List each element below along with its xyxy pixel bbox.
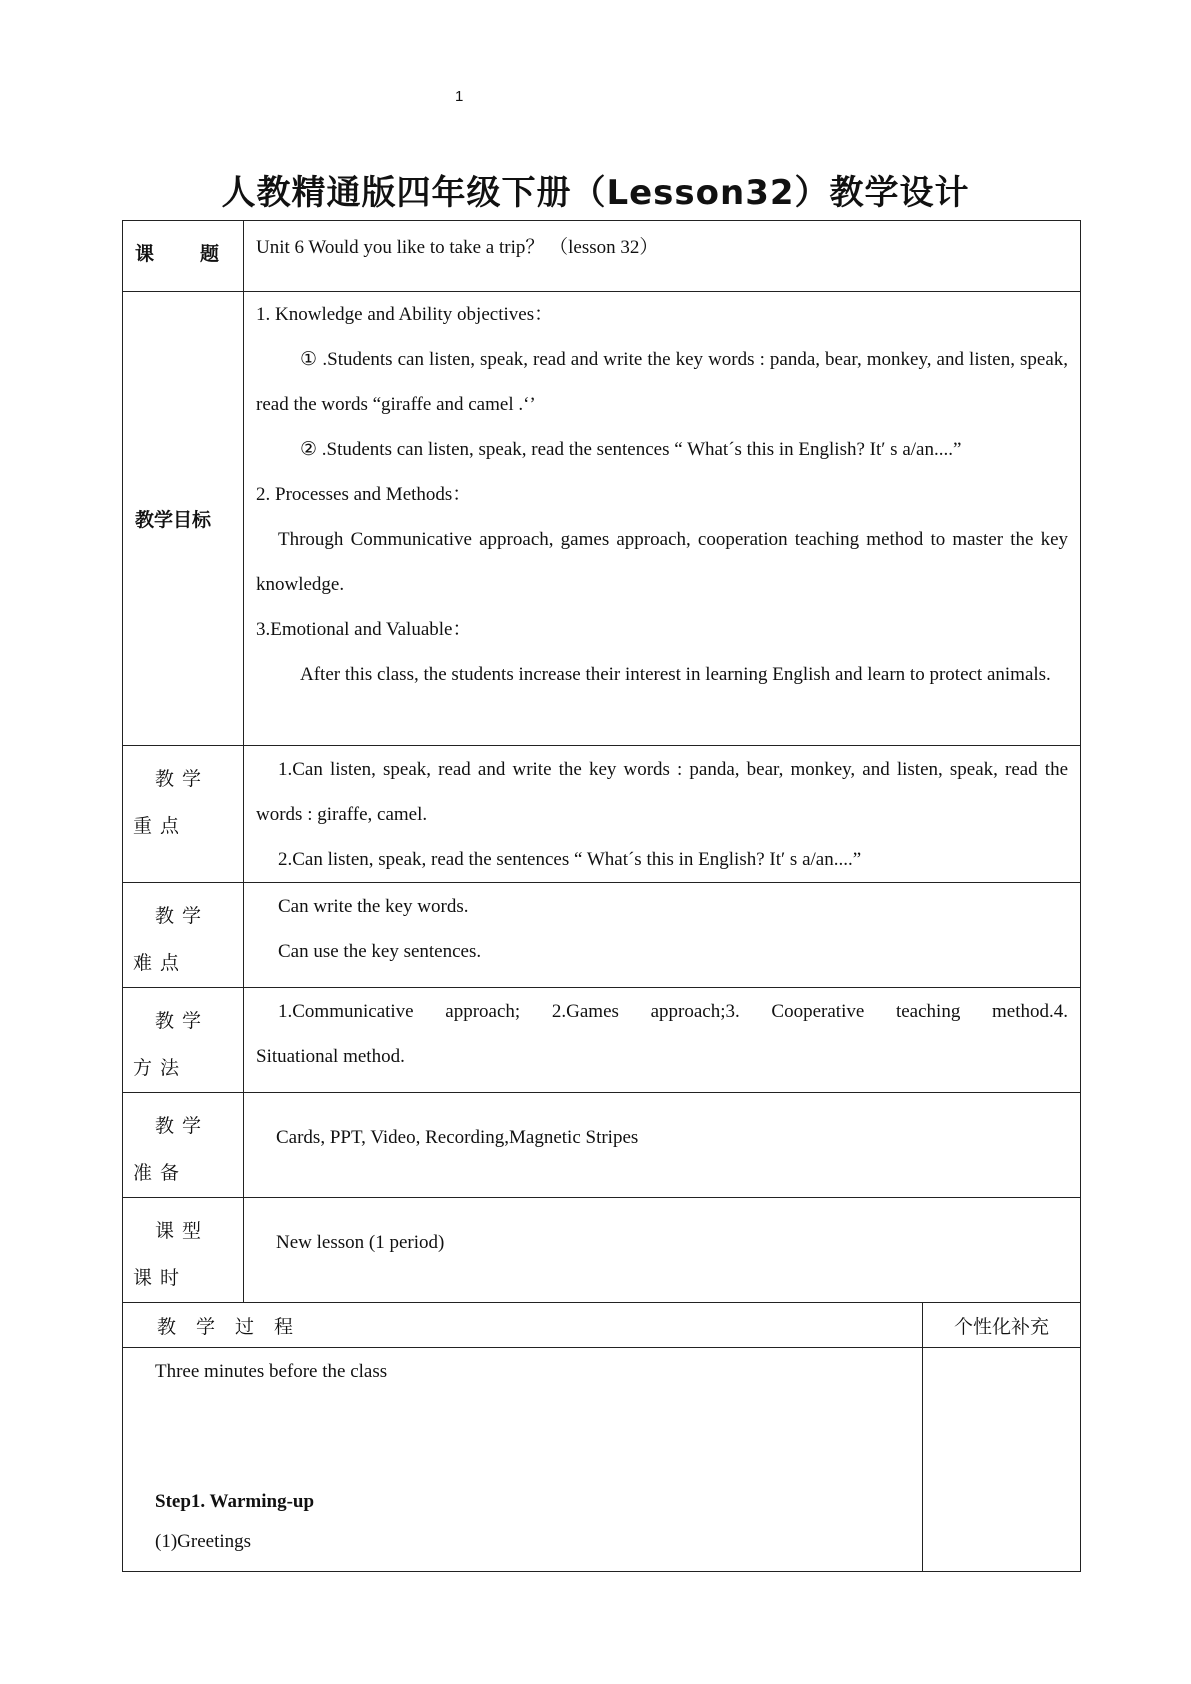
key-point-2: 2.Can listen, speak, read the sentences “ What´s this in English? It′ s a/an....” [278, 849, 862, 870]
row-difficulties [123, 883, 1081, 988]
process-header-cell [123, 1303, 923, 1348]
methods-content-cell [244, 988, 1081, 1093]
row-process-body [123, 1348, 1081, 1572]
process-body-cell [123, 1348, 923, 1572]
label-cell-topic [123, 221, 244, 292]
objectives-label: 教学目标 [135, 509, 212, 531]
methods-line-2: Situational method. [256, 1046, 405, 1067]
row-preparation [123, 1093, 1081, 1198]
step1-heading: Step1. Warming-up [155, 1491, 315, 1512]
key-points-content [244, 746, 1080, 882]
spacer [155, 1392, 910, 1482]
row-topic [123, 221, 1081, 292]
process-header: 教学过程 [157, 1315, 314, 1338]
row-objectives [123, 292, 1081, 746]
difficulty-1: Can write the key words. [278, 896, 469, 917]
difficulties-content-cell [244, 883, 1081, 988]
objective-item-2: ② .Students can listen, speak, read the sentences “ What´s this in English? It′ s a/an....” [300, 439, 962, 460]
lesson-type-label: 课型课时 [133, 1220, 210, 1289]
objective-process-text: Through Communicative approach, games approach, cooperation teaching method to master the key knowledge. [256, 529, 1069, 595]
objective-item-1: ① .Students can listen, speak, read and write the key words : panda, bear, monkey, and listen, speak, read the words “giraffe and camel .‘’ [256, 349, 1069, 415]
preparation-content-cell [244, 1093, 1081, 1198]
lesson-plan-table [122, 220, 1081, 1572]
key-points-content-cell [244, 746, 1081, 883]
step1-item-greetings: (1)Greetings [155, 1531, 252, 1552]
objectives-content [244, 292, 1080, 697]
topic-label [123, 221, 243, 266]
process-body [123, 1348, 922, 1571]
label-cell-preparation [123, 1093, 244, 1198]
preparation-label: 教学准备 [133, 1115, 210, 1184]
row-key-points [123, 746, 1081, 883]
objective-heading-knowledge: 1. Knowledge and Ability objectives： [256, 304, 554, 325]
methods-content [244, 988, 1080, 1079]
row-methods [123, 988, 1081, 1093]
lesson-type-value: New lesson (1 period) [276, 1232, 445, 1253]
label-cell-methods [123, 988, 244, 1093]
extra-header-cell [923, 1303, 1081, 1348]
objective-heading-emotional: 3.Emotional and Valuable： [256, 619, 472, 640]
difficulty-2: Can use the key sentences. [278, 941, 482, 962]
page-number: 1 [455, 88, 464, 105]
topic-value: Unit 6 Would you like to take a trip？ （lesson 32） [256, 237, 659, 258]
methods-line-1: 1.Communicative approach; 2.Games approach;3. Cooperative teaching method.4. [278, 1001, 1069, 1022]
label-cell-objectives [123, 292, 244, 746]
lesson-type-content-cell [244, 1198, 1081, 1303]
topic-label-char-1: 课 [135, 243, 155, 265]
supplement-cell [923, 1348, 1081, 1572]
topic-label-char-2: 题 [199, 243, 219, 265]
difficulties-content [244, 883, 1080, 974]
methods-label: 教学方法 [133, 1010, 210, 1079]
row-process-header [123, 1303, 1081, 1348]
objective-heading-process: 2. Processes and Methods： [256, 484, 472, 505]
topic-value-cell [244, 221, 1081, 292]
row-lesson-type [123, 1198, 1081, 1303]
difficulties-label: 教学难点 [133, 905, 210, 974]
label-cell-difficulties [123, 883, 244, 988]
objective-emotional-text: After this class, the students increase their interest in learning English and learn to protect animals. [300, 664, 1051, 685]
label-cell-key-points [123, 746, 244, 883]
preparation-value: Cards, PPT, Video, Recording,Magnetic Stripes [276, 1127, 639, 1148]
key-point-1: 1.Can listen, speak, read and write the key words : panda, bear, monkey, and listen, speak, read the words : giraffe, camel. [256, 759, 1069, 825]
label-cell-lesson-type [123, 1198, 244, 1303]
personalized-supplement-header: 个性化补充 [954, 1315, 1050, 1338]
pre-class-note: Three minutes before the class [155, 1361, 388, 1382]
document-title: 人教精通版四年级下册（Lesson32）教学设计 [221, 173, 970, 213]
key-points-label: 教学重点 [133, 768, 210, 837]
objectives-content-cell [244, 292, 1081, 746]
